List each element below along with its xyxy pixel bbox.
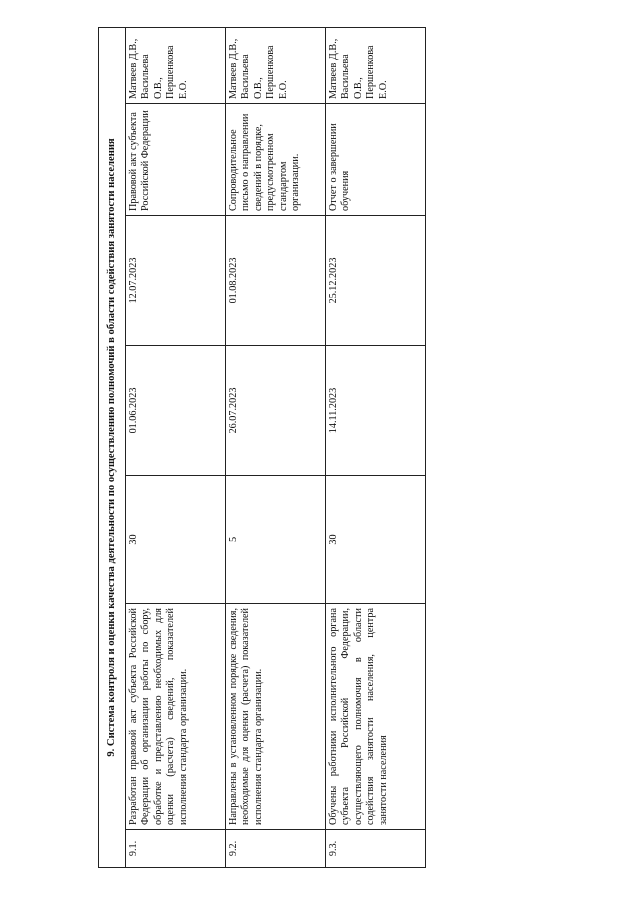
table-row xyxy=(126,27,226,867)
row-description: Разработан правовой акт субъекта Российской Федерации об организации работы по сбору, обработке и представлению необходимых для оценки (расчета) сведений, показателей исполнения стандарта организации. xyxy=(126,604,226,830)
row-number: 9.3. xyxy=(326,830,426,868)
section-header-row xyxy=(99,27,126,867)
table-row xyxy=(226,27,326,867)
row-result: Правовой акт субъекта Российской Федерации xyxy=(126,104,226,216)
row-result: Сопроводительное письмо о направлении сведений в порядке, предусмотренном стандартом организации. xyxy=(226,104,326,216)
section-title: 9. Система контроля и оценки качества деятельности по осуществлению полномочий в области содействия занятости населения xyxy=(99,27,126,867)
row-responsible: Матвеев Д.В., Васильева О.В., Першенкова Е.О. xyxy=(326,27,426,103)
row-result: Отчет о завершении обучения xyxy=(326,104,426,216)
row-start-date: 26.07.2023 xyxy=(226,346,326,476)
row-days: 30 xyxy=(126,476,226,604)
row-days: 30 xyxy=(326,476,426,604)
table-row xyxy=(326,27,426,867)
row-number: 9.2. xyxy=(226,830,326,868)
row-responsible: Матвеев Д.В., Васильева О.В., Першенкова Е.О. xyxy=(226,27,326,103)
row-end-date: 25.12.2023 xyxy=(326,216,426,346)
row-start-date: 14.11.2023 xyxy=(326,346,426,476)
plan-table xyxy=(98,27,426,868)
row-end-date: 12.07.2023 xyxy=(126,216,226,346)
row-responsible: Матвеев Д.В., Васильева О.В., Першенкова Е.О. xyxy=(126,27,226,103)
rotated-page xyxy=(98,28,420,868)
row-description: Обучены работники исполнительного органа субъекта Российской Федерации, осуществляющего полномочия в области содействия занятости населения, центра занятости населения xyxy=(326,604,426,830)
row-description: Направлены в установленном порядке сведения, необходимые для оценки (расчета) показателей исполнения стандарта организации. xyxy=(226,604,326,830)
row-number: 9.1. xyxy=(126,830,226,868)
row-end-date: 01.08.2023 xyxy=(226,216,326,346)
row-start-date: 01.06.2023 xyxy=(126,346,226,476)
row-days: 5 xyxy=(226,476,326,604)
